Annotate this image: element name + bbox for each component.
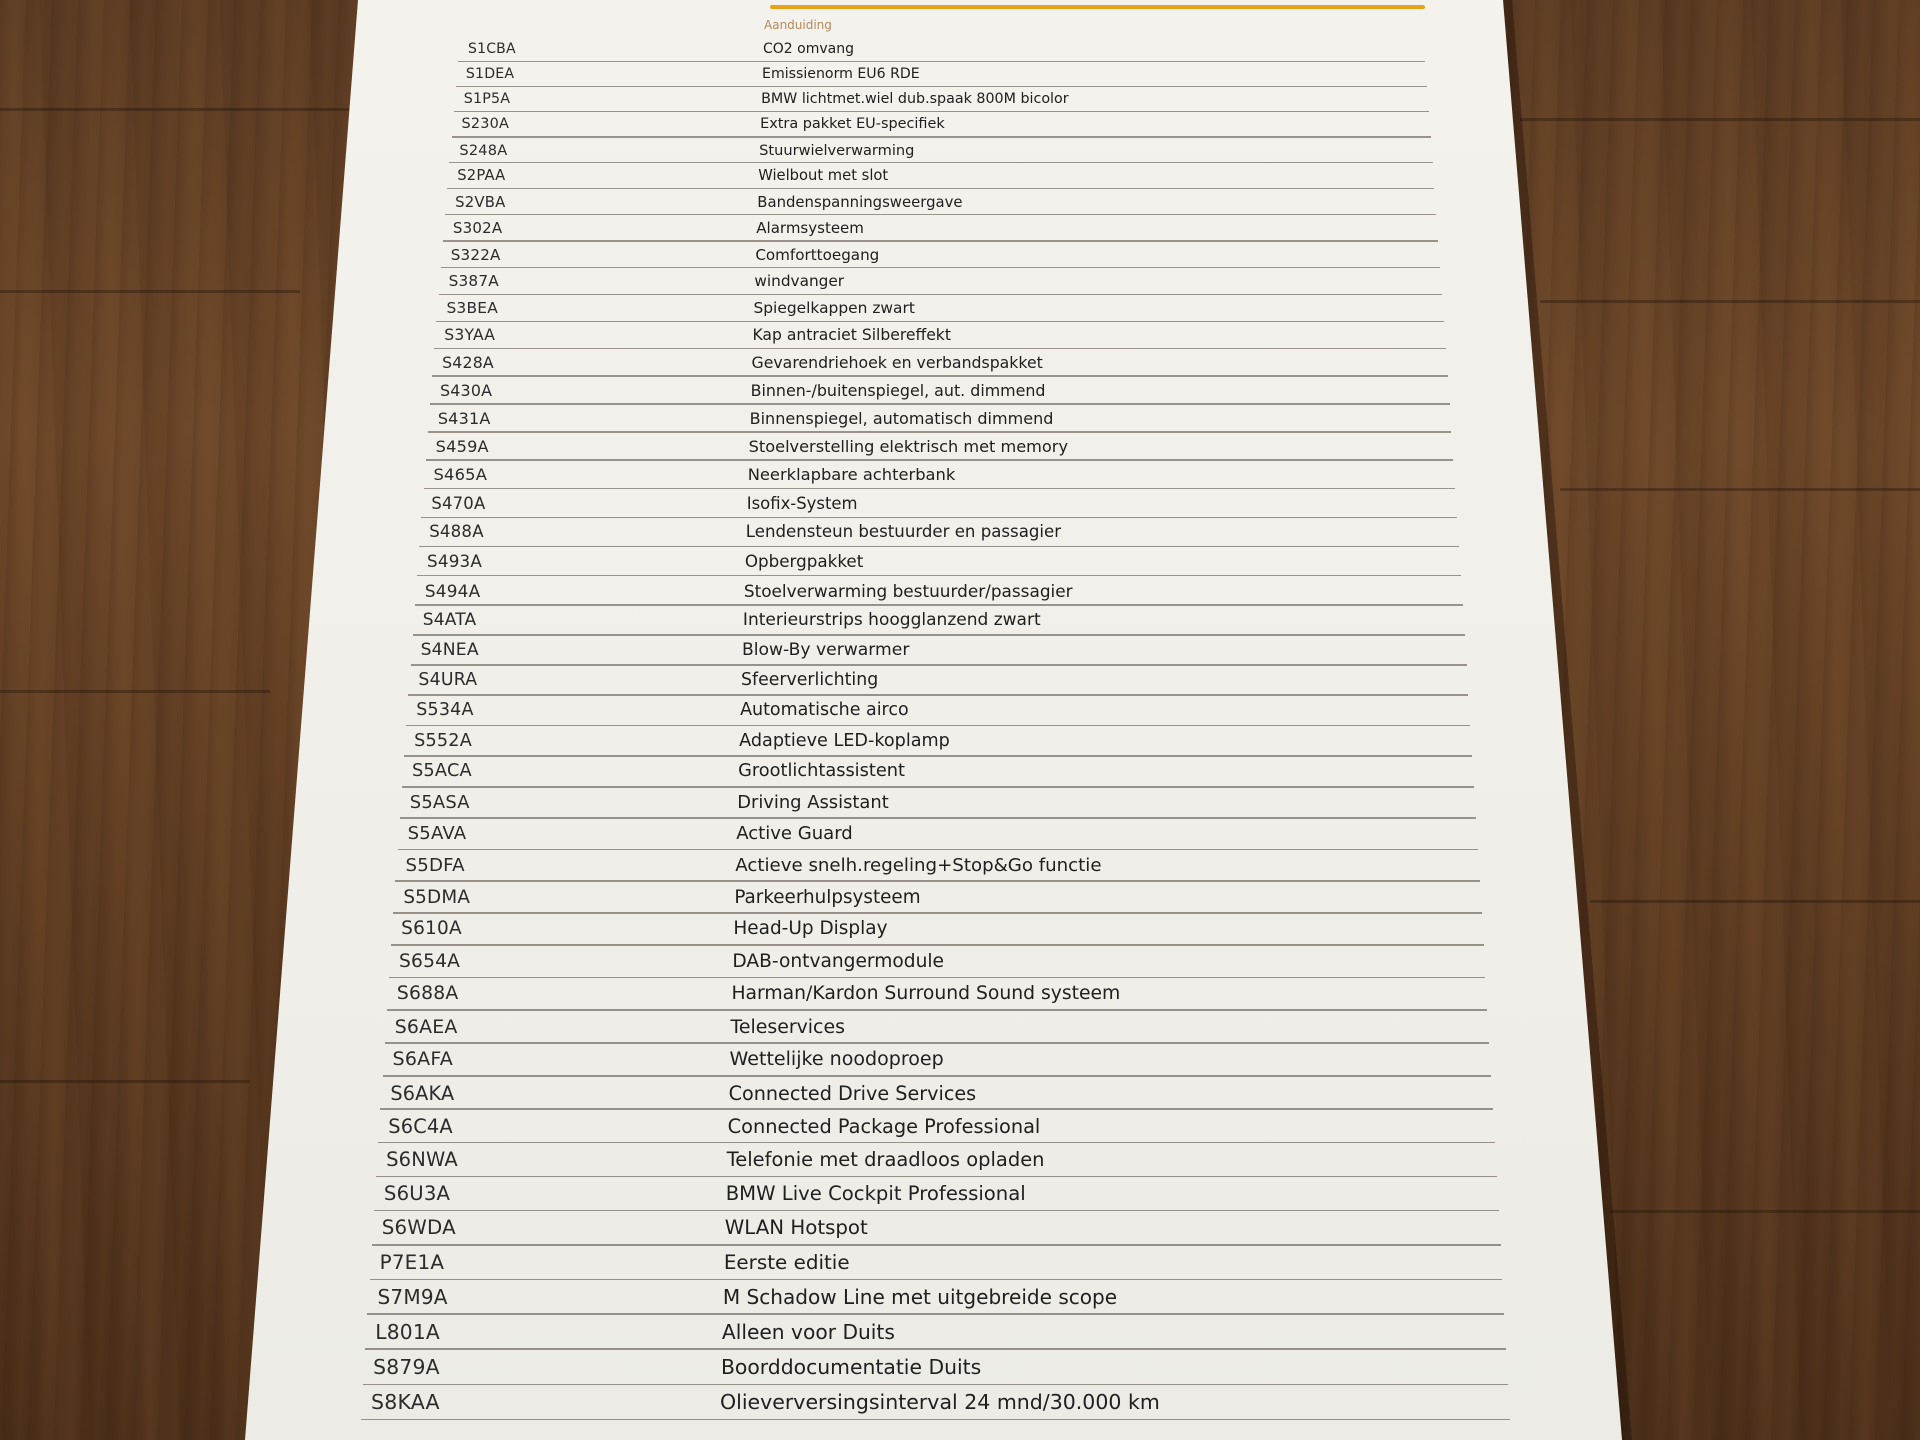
option-code: S494A xyxy=(424,580,481,601)
option-code: S4URA xyxy=(418,669,478,690)
option-code: S6AEA xyxy=(394,1015,458,1038)
option-description: Alleen voor Duits xyxy=(721,1319,895,1344)
table-plank-seam xyxy=(0,1080,250,1083)
row-divider xyxy=(395,880,1479,882)
option-code: S322A xyxy=(450,245,501,264)
table-plank-seam xyxy=(1610,1210,1920,1213)
row-divider xyxy=(428,431,1452,433)
row-divider xyxy=(404,755,1472,757)
option-description: Interieurstrips hoogglanzend zwart xyxy=(742,610,1041,631)
row-divider xyxy=(439,294,1442,296)
row-divider xyxy=(413,634,1465,636)
row-divider xyxy=(449,162,1432,164)
option-description: Actieve snelh.regeling+Stop&Go functie xyxy=(735,854,1102,876)
option-description: Harman/Kardon Surround Sound systeem xyxy=(731,982,1121,1004)
row-divider xyxy=(398,849,1478,851)
option-description: Binnenspiegel, automatisch dimmend xyxy=(749,408,1054,428)
row-divider xyxy=(436,321,1443,323)
option-code: S465A xyxy=(433,465,488,485)
option-description: Lendensteun bestuurder en passagier xyxy=(745,522,1062,542)
option-code: S5ACA xyxy=(411,761,472,782)
option-description: Olieverversingsinterval 24 mnd/30.000 km xyxy=(720,1390,1160,1415)
table-plank-seam xyxy=(1540,300,1920,303)
option-description: Binnen-/buitenspiegel, aut. dimmend xyxy=(750,380,1046,400)
option-description: Driving Assistant xyxy=(737,792,889,814)
row-divider xyxy=(383,1075,1492,1077)
row-divider xyxy=(426,459,1454,461)
option-description: Connected Drive Services xyxy=(728,1081,977,1105)
row-divider xyxy=(408,694,1468,696)
column-header-aanduiding: Aanduiding xyxy=(764,18,832,32)
option-code: S430A xyxy=(439,380,493,400)
option-description: DAB-ontvangermodule xyxy=(732,950,944,972)
row-divider xyxy=(363,1384,1508,1386)
option-description: Connected Package Professional xyxy=(727,1114,1041,1138)
row-divider xyxy=(458,61,1425,63)
row-divider xyxy=(387,1009,1487,1011)
row-divider xyxy=(374,1210,1499,1212)
option-code: S2PAA xyxy=(457,167,506,185)
row-divider xyxy=(372,1244,1501,1246)
option-code: S7M9A xyxy=(377,1285,448,1310)
option-code: S6WDA xyxy=(381,1216,456,1240)
row-divider xyxy=(365,1348,1506,1350)
option-description: BMW lichtmet.wiel dub.spaak 800M bicolor xyxy=(761,90,1069,107)
option-description: Stuurwielverwarming xyxy=(759,141,915,159)
row-divider xyxy=(411,664,1467,666)
option-code: S688A xyxy=(396,982,459,1004)
option-description: CO2 omvang xyxy=(763,41,854,58)
option-description: Blow-By verwarmer xyxy=(741,639,910,660)
option-code: S387A xyxy=(448,272,499,291)
row-divider xyxy=(400,817,1476,819)
option-description: Eerste editie xyxy=(723,1250,850,1274)
row-divider xyxy=(443,240,1438,242)
row-divider xyxy=(421,517,1457,519)
option-description: Wettelijke noodoproep xyxy=(729,1048,944,1071)
row-divider xyxy=(452,136,1431,138)
option-description: Stoelverstelling elektrisch met memory xyxy=(748,436,1069,456)
option-code: S4NEA xyxy=(420,639,479,660)
option-code: S5ASA xyxy=(409,792,470,814)
option-code: S488A xyxy=(429,522,484,542)
option-code: S428A xyxy=(442,353,494,373)
option-code: S1CBA xyxy=(468,41,516,58)
option-code: S1DEA xyxy=(465,66,515,82)
row-divider xyxy=(454,111,1429,113)
option-code: S610A xyxy=(401,918,462,940)
option-code: S879A xyxy=(373,1355,440,1380)
header-accent-bar xyxy=(770,5,1425,9)
option-code: S2VBA xyxy=(455,193,506,212)
row-divider xyxy=(361,1419,1510,1421)
row-divider xyxy=(447,188,1434,190)
option-description: M Schadow Line met uitgebreide scope xyxy=(722,1285,1118,1310)
row-divider xyxy=(456,86,1427,88)
option-description: Extra pakket EU-specifiek xyxy=(760,116,945,133)
option-code: L801A xyxy=(375,1319,440,1344)
option-description: BMW Live Cockpit Professional xyxy=(725,1182,1026,1206)
option-code: S5AVA xyxy=(407,823,467,845)
option-description: Telefonie met draadloos opladen xyxy=(726,1148,1045,1172)
option-description: Emissienorm EU6 RDE xyxy=(762,66,920,82)
row-divider xyxy=(402,786,1474,788)
row-divider xyxy=(370,1279,1503,1281)
table-plank-seam xyxy=(1590,900,1920,903)
option-description: Spiegelkappen zwart xyxy=(753,298,915,317)
row-divider xyxy=(385,1042,1490,1044)
table-plank-seam xyxy=(0,690,270,693)
row-divider xyxy=(441,267,1440,269)
option-description: Bandenspanningsweergave xyxy=(757,193,963,212)
option-description: Automatische airco xyxy=(740,700,909,721)
option-code: S248A xyxy=(459,141,508,159)
table-plank-seam xyxy=(1560,488,1920,491)
option-code: S230A xyxy=(461,116,510,133)
table-plank-seam xyxy=(0,108,358,111)
option-code: S552A xyxy=(414,730,472,751)
table-plank-seam xyxy=(0,290,300,293)
option-description: Grootlichtassistent xyxy=(738,761,905,782)
option-description: windvanger xyxy=(754,272,845,291)
option-code: S534A xyxy=(416,700,474,721)
row-divider xyxy=(415,604,1463,606)
option-description: Wielbout met slot xyxy=(758,167,889,185)
option-description: Isofix-System xyxy=(746,493,858,513)
option-description: WLAN Hotspot xyxy=(724,1216,868,1240)
option-code: S3YAA xyxy=(444,326,496,345)
option-description: Boorddocumentatie Duits xyxy=(720,1355,982,1380)
row-divider xyxy=(367,1313,1504,1315)
option-code: S302A xyxy=(452,219,503,238)
table-plank-seam xyxy=(1520,118,1920,121)
row-divider xyxy=(376,1176,1497,1178)
option-code: S431A xyxy=(437,408,491,428)
row-divider xyxy=(406,725,1470,727)
option-code: S1P5A xyxy=(463,90,511,107)
option-description: Neerklapbare achterbank xyxy=(747,465,956,485)
option-code: S3BEA xyxy=(446,298,498,317)
option-description: Kap antraciet Silbereffekt xyxy=(752,326,951,345)
option-code: S6C4A xyxy=(388,1114,453,1138)
row-divider xyxy=(419,546,1459,548)
row-divider xyxy=(417,575,1461,577)
row-divider xyxy=(393,912,1481,914)
row-divider xyxy=(378,1142,1495,1144)
option-description: Comforttoegang xyxy=(755,245,880,264)
option-code: S6NWA xyxy=(386,1148,458,1172)
option-code: S6U3A xyxy=(383,1182,451,1206)
option-description: Gevarendriehoek en verbandspakket xyxy=(751,353,1043,373)
option-description: Parkeerhulpsysteem xyxy=(734,886,921,908)
row-divider xyxy=(391,944,1483,946)
option-description: Teleservices xyxy=(730,1015,845,1038)
row-divider xyxy=(380,1108,1493,1110)
option-code: S6AKA xyxy=(390,1081,455,1105)
row-divider xyxy=(424,488,1456,490)
option-code: S4ATA xyxy=(422,610,477,631)
row-divider xyxy=(389,977,1485,979)
option-code: S459A xyxy=(435,436,489,456)
option-description: Sfeerverlichting xyxy=(741,669,879,690)
option-code: S6AFA xyxy=(392,1048,454,1071)
option-description: Opbergpakket xyxy=(744,551,864,572)
option-code: P7E1A xyxy=(379,1250,445,1274)
row-divider xyxy=(434,348,1445,350)
option-description: Head-Up Display xyxy=(733,918,888,940)
row-divider xyxy=(430,403,1450,405)
option-description: Stoelverwarming bestuurder/passagier xyxy=(743,580,1073,601)
option-code: S5DMA xyxy=(403,886,471,908)
option-code: S654A xyxy=(399,950,461,972)
option-code: S8KAA xyxy=(371,1390,440,1415)
option-code: S493A xyxy=(427,551,483,572)
option-code: S5DFA xyxy=(405,854,465,876)
option-description: Active Guard xyxy=(736,823,853,845)
row-divider xyxy=(432,375,1448,377)
option-code: S470A xyxy=(431,493,486,513)
option-description: Adaptieve LED-koplamp xyxy=(739,730,950,751)
option-description: Alarmsysteem xyxy=(756,219,864,238)
row-divider xyxy=(445,214,1436,216)
